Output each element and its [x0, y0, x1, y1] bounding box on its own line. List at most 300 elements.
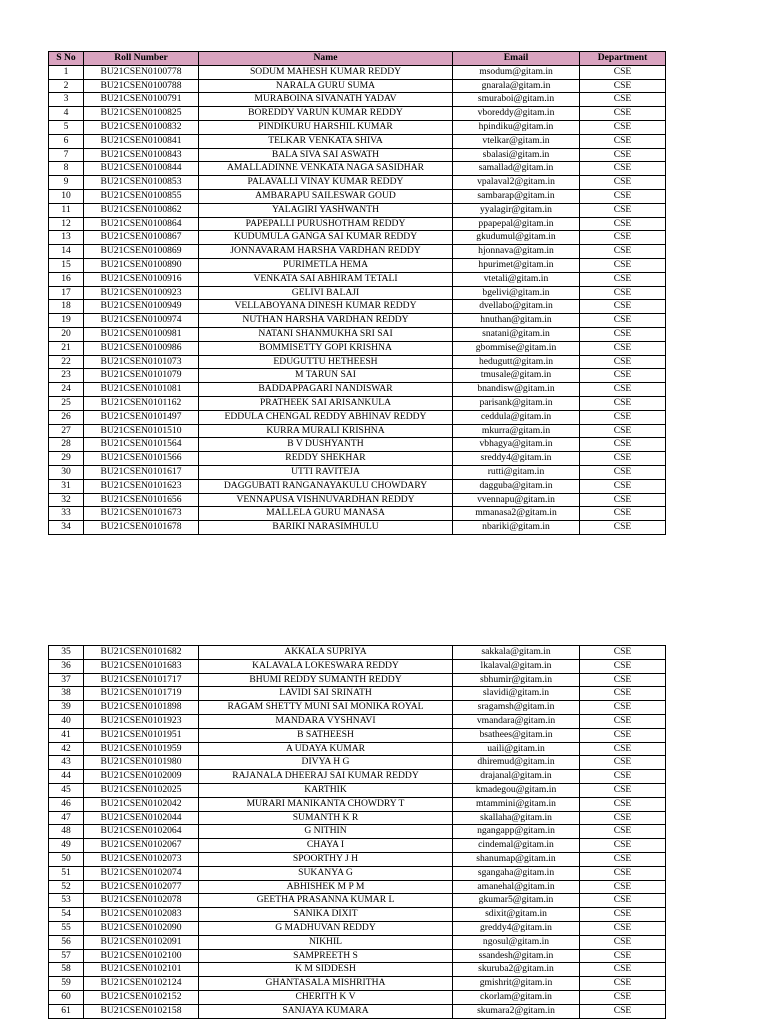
cell-name: CHERITH K V [199, 990, 453, 1004]
cell-roll-number: BU21CSEN0100825 [84, 107, 199, 121]
table-row [49, 383, 666, 397]
table-row [49, 908, 666, 922]
cell-name: JONNAVARAM HARSHA VARDHAN REDDY [199, 245, 453, 259]
cell-sno: 34 [49, 521, 84, 535]
table-body-2 [49, 646, 666, 1019]
cell-sno: 12 [49, 217, 84, 231]
table-row [49, 79, 666, 93]
cell-sno: 39 [49, 701, 84, 715]
cell-name: BOREDDY VARUN KUMAR REDDY [199, 107, 453, 121]
table-row [49, 977, 666, 991]
cell-email: sakkala@gitam.in [453, 646, 580, 660]
cell-sno: 21 [49, 341, 84, 355]
cell-department: CSE [580, 148, 666, 162]
cell-sno: 48 [49, 825, 84, 839]
cell-name: NIKHIL [199, 935, 453, 949]
cell-name: KUDUMULA GANGA SAI KUMAR REDDY [199, 231, 453, 245]
cell-name: BADDAPPAGARI NANDISWAR [199, 383, 453, 397]
table-row [49, 314, 666, 328]
cell-email: hpindiku@gitam.in [453, 120, 580, 134]
cell-name: VENNAPUSA VISHNUVARDHAN REDDY [199, 493, 453, 507]
student-table-1 [48, 51, 666, 535]
cell-sno: 33 [49, 507, 84, 521]
cell-sno: 8 [49, 162, 84, 176]
cell-name: PRATHEEK SAI ARISANKULA [199, 396, 453, 410]
cell-roll-number: BU21CSEN0102101 [84, 963, 199, 977]
cell-name: REDDY SHEKHAR [199, 452, 453, 466]
cell-roll-number: BU21CSEN0102074 [84, 866, 199, 880]
cell-email: sbalasi@gitam.in [453, 148, 580, 162]
cell-sno: 46 [49, 797, 84, 811]
cell-roll-number: BU21CSEN0100853 [84, 176, 199, 190]
cell-department: CSE [580, 908, 666, 922]
cell-roll-number: BU21CSEN0101673 [84, 507, 199, 521]
cell-name: NATANI SHANMUKHA SRI SAI [199, 327, 453, 341]
cell-email: smuraboi@gitam.in [453, 93, 580, 107]
cell-department: CSE [580, 314, 666, 328]
cell-roll-number: BU21CSEN0102073 [84, 852, 199, 866]
table-row [49, 369, 666, 383]
cell-name: PALAVALLI VINAY KUMAR REDDY [199, 176, 453, 190]
cell-name: GEETHA PRASANNA KUMAR L [199, 894, 453, 908]
cell-name: UTTI RAVITEJA [199, 465, 453, 479]
table-row [49, 148, 666, 162]
cell-roll-number: BU21CSEN0101719 [84, 687, 199, 701]
cell-department: CSE [580, 825, 666, 839]
cell-department: CSE [580, 839, 666, 853]
cell-roll-number: BU21CSEN0101617 [84, 465, 199, 479]
cell-department: CSE [580, 396, 666, 410]
cell-roll-number: BU21CSEN0100844 [84, 162, 199, 176]
cell-department: CSE [580, 521, 666, 535]
cell-email: ngangapp@gitam.in [453, 825, 580, 839]
cell-department: CSE [580, 245, 666, 259]
cell-roll-number: BU21CSEN0100778 [84, 65, 199, 79]
cell-name: AKKALA SUPRIYA [199, 646, 453, 660]
cell-roll-number: BU21CSEN0100981 [84, 327, 199, 341]
table-row [49, 742, 666, 756]
cell-name: GHANTASALA MISHRITHA [199, 977, 453, 991]
cell-email: samallad@gitam.in [453, 162, 580, 176]
cell-name: SPOORTHY J H [199, 852, 453, 866]
cell-roll-number: BU21CSEN0101951 [84, 728, 199, 742]
cell-department: CSE [580, 65, 666, 79]
table-row [49, 521, 666, 535]
cell-department: CSE [580, 424, 666, 438]
cell-name: PAPEPALLI PURUSHOTHAM REDDY [199, 217, 453, 231]
cell-email: hjonnava@gitam.in [453, 245, 580, 259]
table-body-1 [49, 65, 666, 534]
cell-department: CSE [580, 1004, 666, 1018]
cell-department: CSE [580, 977, 666, 991]
cell-roll-number: BU21CSEN0101497 [84, 410, 199, 424]
cell-name: KURRA MURALI KRISHNA [199, 424, 453, 438]
cell-name: G NITHIN [199, 825, 453, 839]
cell-sno: 43 [49, 756, 84, 770]
cell-sno: 27 [49, 424, 84, 438]
cell-email: mkurra@gitam.in [453, 424, 580, 438]
cell-roll-number: BU21CSEN0102100 [84, 949, 199, 963]
cell-department: CSE [580, 120, 666, 134]
cell-email: vpalaval2@gitam.in [453, 176, 580, 190]
table-row [49, 258, 666, 272]
cell-department: CSE [580, 79, 666, 93]
cell-roll-number: BU21CSEN0102124 [84, 977, 199, 991]
cell-roll-number: BU21CSEN0101980 [84, 756, 199, 770]
cell-department: CSE [580, 369, 666, 383]
cell-email: ssandesh@gitam.in [453, 949, 580, 963]
cell-sno: 31 [49, 479, 84, 493]
cell-name: PURIMETLA HEMA [199, 258, 453, 272]
cell-department: CSE [580, 341, 666, 355]
cell-email: ceddula@gitam.in [453, 410, 580, 424]
cell-sno: 53 [49, 894, 84, 908]
cell-sno: 16 [49, 272, 84, 286]
cell-email: snatani@gitam.in [453, 327, 580, 341]
cell-sno: 36 [49, 659, 84, 673]
table-row [49, 825, 666, 839]
cell-sno: 47 [49, 811, 84, 825]
cell-roll-number: BU21CSEN0102078 [84, 894, 199, 908]
table-row [49, 797, 666, 811]
cell-name: K M SIDDESH [199, 963, 453, 977]
cell-email: lkalaval@gitam.in [453, 659, 580, 673]
cell-sno: 50 [49, 852, 84, 866]
cell-roll-number: BU21CSEN0101682 [84, 646, 199, 660]
table-row [49, 452, 666, 466]
cell-name: G MADHUVAN REDDY [199, 921, 453, 935]
table-row [49, 493, 666, 507]
cell-name: ABHISHEK M P M [199, 880, 453, 894]
cell-department: CSE [580, 258, 666, 272]
cell-name: RAJANALA DHEERAJ SAI KUMAR REDDY [199, 770, 453, 784]
cell-roll-number: BU21CSEN0100869 [84, 245, 199, 259]
table-row [49, 203, 666, 217]
cell-roll-number: BU21CSEN0102064 [84, 825, 199, 839]
cell-sno: 29 [49, 452, 84, 466]
cell-email: skallaha@gitam.in [453, 811, 580, 825]
cell-roll-number: BU21CSEN0101959 [84, 742, 199, 756]
cell-email: vvennapu@gitam.in [453, 493, 580, 507]
table-row [49, 839, 666, 853]
cell-sno: 5 [49, 120, 84, 134]
cell-sno: 4 [49, 107, 84, 121]
cell-name: BOMMISETTY GOPI KRISHNA [199, 341, 453, 355]
cell-sno: 58 [49, 963, 84, 977]
cell-email: vtelkar@gitam.in [453, 134, 580, 148]
cell-department: CSE [580, 493, 666, 507]
cell-name: GELIVI BALAJI [199, 286, 453, 300]
cell-roll-number: BU21CSEN0102083 [84, 908, 199, 922]
cell-sno: 55 [49, 921, 84, 935]
cell-name: BARIKI NARASIMHULU [199, 521, 453, 535]
cell-sno: 30 [49, 465, 84, 479]
cell-email: skuruba2@gitam.in [453, 963, 580, 977]
cell-name: SUKANYA G [199, 866, 453, 880]
cell-email: sbhumir@gitam.in [453, 673, 580, 687]
cell-sno: 26 [49, 410, 84, 424]
cell-department: CSE [580, 410, 666, 424]
cell-roll-number: BU21CSEN0100843 [84, 148, 199, 162]
cell-name: AMALLADINNE VENKATA NAGA SASIDHAR [199, 162, 453, 176]
cell-roll-number: BU21CSEN0102090 [84, 921, 199, 935]
cell-department: CSE [580, 990, 666, 1004]
cell-email: parisank@gitam.in [453, 396, 580, 410]
table-row [49, 286, 666, 300]
cell-sno: 35 [49, 646, 84, 660]
cell-department: CSE [580, 286, 666, 300]
table-row [49, 673, 666, 687]
cell-roll-number: BU21CSEN0101564 [84, 438, 199, 452]
cell-name: KARTHIK [199, 783, 453, 797]
cell-roll-number: BU21CSEN0101623 [84, 479, 199, 493]
cell-department: CSE [580, 742, 666, 756]
cell-email: sragamsh@gitam.in [453, 701, 580, 715]
cell-department: CSE [580, 189, 666, 203]
cell-email: skumara2@gitam.in [453, 1004, 580, 1018]
cell-roll-number: BU21CSEN0101566 [84, 452, 199, 466]
cell-sno: 23 [49, 369, 84, 383]
cell-roll-number: BU21CSEN0100855 [84, 189, 199, 203]
table-row [49, 120, 666, 134]
cell-roll-number: BU21CSEN0101079 [84, 369, 199, 383]
cell-email: dvellabo@gitam.in [453, 300, 580, 314]
cell-sno: 25 [49, 396, 84, 410]
cell-name: LAVIDI SAI SRINATH [199, 687, 453, 701]
cell-roll-number: BU21CSEN0101510 [84, 424, 199, 438]
cell-department: CSE [580, 949, 666, 963]
table-row [49, 687, 666, 701]
header-email: Email [453, 52, 580, 66]
cell-department: CSE [580, 507, 666, 521]
cell-department: CSE [580, 687, 666, 701]
cell-email: dagguba@gitam.in [453, 479, 580, 493]
cell-email: sdixit@gitam.in [453, 908, 580, 922]
cell-department: CSE [580, 327, 666, 341]
cell-email: amanehal@gitam.in [453, 880, 580, 894]
cell-department: CSE [580, 438, 666, 452]
table-row [49, 756, 666, 770]
cell-name: EDUGUTTU HETHEESH [199, 355, 453, 369]
cell-roll-number: BU21CSEN0100788 [84, 79, 199, 93]
cell-name: B SATHEESH [199, 728, 453, 742]
cell-roll-number: BU21CSEN0101678 [84, 521, 199, 535]
cell-email: gkudumul@gitam.in [453, 231, 580, 245]
cell-sno: 54 [49, 908, 84, 922]
cell-name: SANIKA DIXIT [199, 908, 453, 922]
table-row [49, 217, 666, 231]
table-row [49, 176, 666, 190]
cell-email: bsathees@gitam.in [453, 728, 580, 742]
cell-department: CSE [580, 479, 666, 493]
cell-department: CSE [580, 134, 666, 148]
cell-name: BHUMI REDDY SUMANTH REDDY [199, 673, 453, 687]
student-table-2 [48, 645, 666, 1019]
cell-email: gkumar5@gitam.in [453, 894, 580, 908]
cell-roll-number: BU21CSEN0100923 [84, 286, 199, 300]
cell-department: CSE [580, 783, 666, 797]
cell-name: SAMPREETH S [199, 949, 453, 963]
cell-name: RAGAM SHETTY MUNI SAI MONIKA ROYAL [199, 701, 453, 715]
header-name: Name [199, 52, 453, 66]
cell-department: CSE [580, 107, 666, 121]
table-row [49, 770, 666, 784]
table-row [49, 438, 666, 452]
table-row [49, 921, 666, 935]
table-row [49, 659, 666, 673]
cell-department: CSE [580, 659, 666, 673]
cell-department: CSE [580, 797, 666, 811]
table-row [49, 410, 666, 424]
cell-sno: 42 [49, 742, 84, 756]
cell-sno: 14 [49, 245, 84, 259]
cell-name: NARALA GURU SUMA [199, 79, 453, 93]
cell-department: CSE [580, 701, 666, 715]
table-row [49, 107, 666, 121]
cell-roll-number: BU21CSEN0102077 [84, 880, 199, 894]
table-row [49, 714, 666, 728]
cell-sno: 52 [49, 880, 84, 894]
cell-department: CSE [580, 894, 666, 908]
table-row [49, 990, 666, 1004]
cell-department: CSE [580, 646, 666, 660]
cell-roll-number: BU21CSEN0100862 [84, 203, 199, 217]
cell-email: vbhagya@gitam.in [453, 438, 580, 452]
cell-email: nbariki@gitam.in [453, 521, 580, 535]
table-row [49, 355, 666, 369]
cell-department: CSE [580, 756, 666, 770]
table-row [49, 646, 666, 660]
cell-email: hpurimet@gitam.in [453, 258, 580, 272]
cell-name: VENKATA SAI ABHIRAM TETALI [199, 272, 453, 286]
cell-email: bgelivi@gitam.in [453, 286, 580, 300]
cell-name: NUTHAN HARSHA VARDHAN REDDY [199, 314, 453, 328]
cell-name: BALA SIVA SAI ASWATH [199, 148, 453, 162]
table-row [49, 424, 666, 438]
header-roll-number: Roll Number [84, 52, 199, 66]
table-row [49, 963, 666, 977]
cell-email: gbommise@gitam.in [453, 341, 580, 355]
cell-name: SODUM MAHESH KUMAR REDDY [199, 65, 453, 79]
table-row [49, 245, 666, 259]
cell-roll-number: BU21CSEN0101898 [84, 701, 199, 715]
cell-email: ckorlam@gitam.in [453, 990, 580, 1004]
table-row [49, 231, 666, 245]
cell-sno: 24 [49, 383, 84, 397]
cell-email: gmishrit@gitam.in [453, 977, 580, 991]
cell-sno: 57 [49, 949, 84, 963]
cell-roll-number: BU21CSEN0100890 [84, 258, 199, 272]
cell-name: KALAVALA LOKESWARA REDDY [199, 659, 453, 673]
cell-email: hedugutt@gitam.in [453, 355, 580, 369]
cell-sno: 13 [49, 231, 84, 245]
cell-email: yyalagir@gitam.in [453, 203, 580, 217]
cell-email: vboreddy@gitam.in [453, 107, 580, 121]
cell-roll-number: BU21CSEN0100864 [84, 217, 199, 231]
header-sno: S No [49, 52, 84, 66]
cell-roll-number: BU21CSEN0102044 [84, 811, 199, 825]
table-row [49, 701, 666, 715]
cell-name: MURARI MANIKANTA CHOWDRY T [199, 797, 453, 811]
cell-roll-number: BU21CSEN0102025 [84, 783, 199, 797]
cell-department: CSE [580, 770, 666, 784]
cell-email: ngosul@gitam.in [453, 935, 580, 949]
table-row [49, 479, 666, 493]
cell-email: sgangaha@gitam.in [453, 866, 580, 880]
table-row [49, 811, 666, 825]
cell-sno: 6 [49, 134, 84, 148]
cell-email: msodum@gitam.in [453, 65, 580, 79]
cell-roll-number: BU21CSEN0101923 [84, 714, 199, 728]
cell-email: vmandara@gitam.in [453, 714, 580, 728]
cell-email: uaili@gitam.in [453, 742, 580, 756]
cell-sno: 17 [49, 286, 84, 300]
cell-sno: 22 [49, 355, 84, 369]
cell-roll-number: BU21CSEN0102042 [84, 797, 199, 811]
cell-roll-number: BU21CSEN0102152 [84, 990, 199, 1004]
table-row [49, 93, 666, 107]
cell-email: tmusale@gitam.in [453, 369, 580, 383]
cell-name: TELKAR VENKATA SHIVA [199, 134, 453, 148]
cell-sno: 56 [49, 935, 84, 949]
cell-name: SUMANTH K R [199, 811, 453, 825]
cell-name: AMBARAPU SAILESWAR GOUD [199, 189, 453, 203]
cell-email: kmadegou@gitam.in [453, 783, 580, 797]
cell-sno: 20 [49, 327, 84, 341]
cell-sno: 37 [49, 673, 84, 687]
table-row [49, 272, 666, 286]
cell-sno: 51 [49, 866, 84, 880]
cell-sno: 49 [49, 839, 84, 853]
cell-sno: 3 [49, 93, 84, 107]
cell-sno: 28 [49, 438, 84, 452]
cell-sno: 40 [49, 714, 84, 728]
cell-name: DAGGUBATI RANGANAYAKULU CHOWDARY [199, 479, 453, 493]
cell-email: dhiremud@gitam.in [453, 756, 580, 770]
cell-roll-number: BU21CSEN0101162 [84, 396, 199, 410]
cell-email: gnarala@gitam.in [453, 79, 580, 93]
table-row [49, 134, 666, 148]
table-row [49, 949, 666, 963]
cell-sno: 18 [49, 300, 84, 314]
cell-roll-number: BU21CSEN0100949 [84, 300, 199, 314]
cell-name: SANJAYA KUMARA [199, 1004, 453, 1018]
cell-sno: 41 [49, 728, 84, 742]
table-row [49, 852, 666, 866]
cell-email: vtetali@gitam.in [453, 272, 580, 286]
cell-roll-number: BU21CSEN0102067 [84, 839, 199, 853]
table-row [49, 327, 666, 341]
cell-email: slavidi@gitam.in [453, 687, 580, 701]
cell-department: CSE [580, 203, 666, 217]
table-row [49, 1004, 666, 1018]
cell-sno: 10 [49, 189, 84, 203]
cell-email: sreddy4@gitam.in [453, 452, 580, 466]
cell-name: CHAYA I [199, 839, 453, 853]
cell-name: YALAGIRI YASHWANTH [199, 203, 453, 217]
cell-department: CSE [580, 728, 666, 742]
table-row [49, 465, 666, 479]
cell-email: drajanal@gitam.in [453, 770, 580, 784]
cell-roll-number: BU21CSEN0102091 [84, 935, 199, 949]
cell-name: A UDAYA KUMAR [199, 742, 453, 756]
cell-name: MURABOINA SIVANATH YADAV [199, 93, 453, 107]
cell-department: CSE [580, 852, 666, 866]
cell-email: mmanasa2@gitam.in [453, 507, 580, 521]
cell-department: CSE [580, 921, 666, 935]
cell-department: CSE [580, 714, 666, 728]
cell-sno: 59 [49, 977, 84, 991]
